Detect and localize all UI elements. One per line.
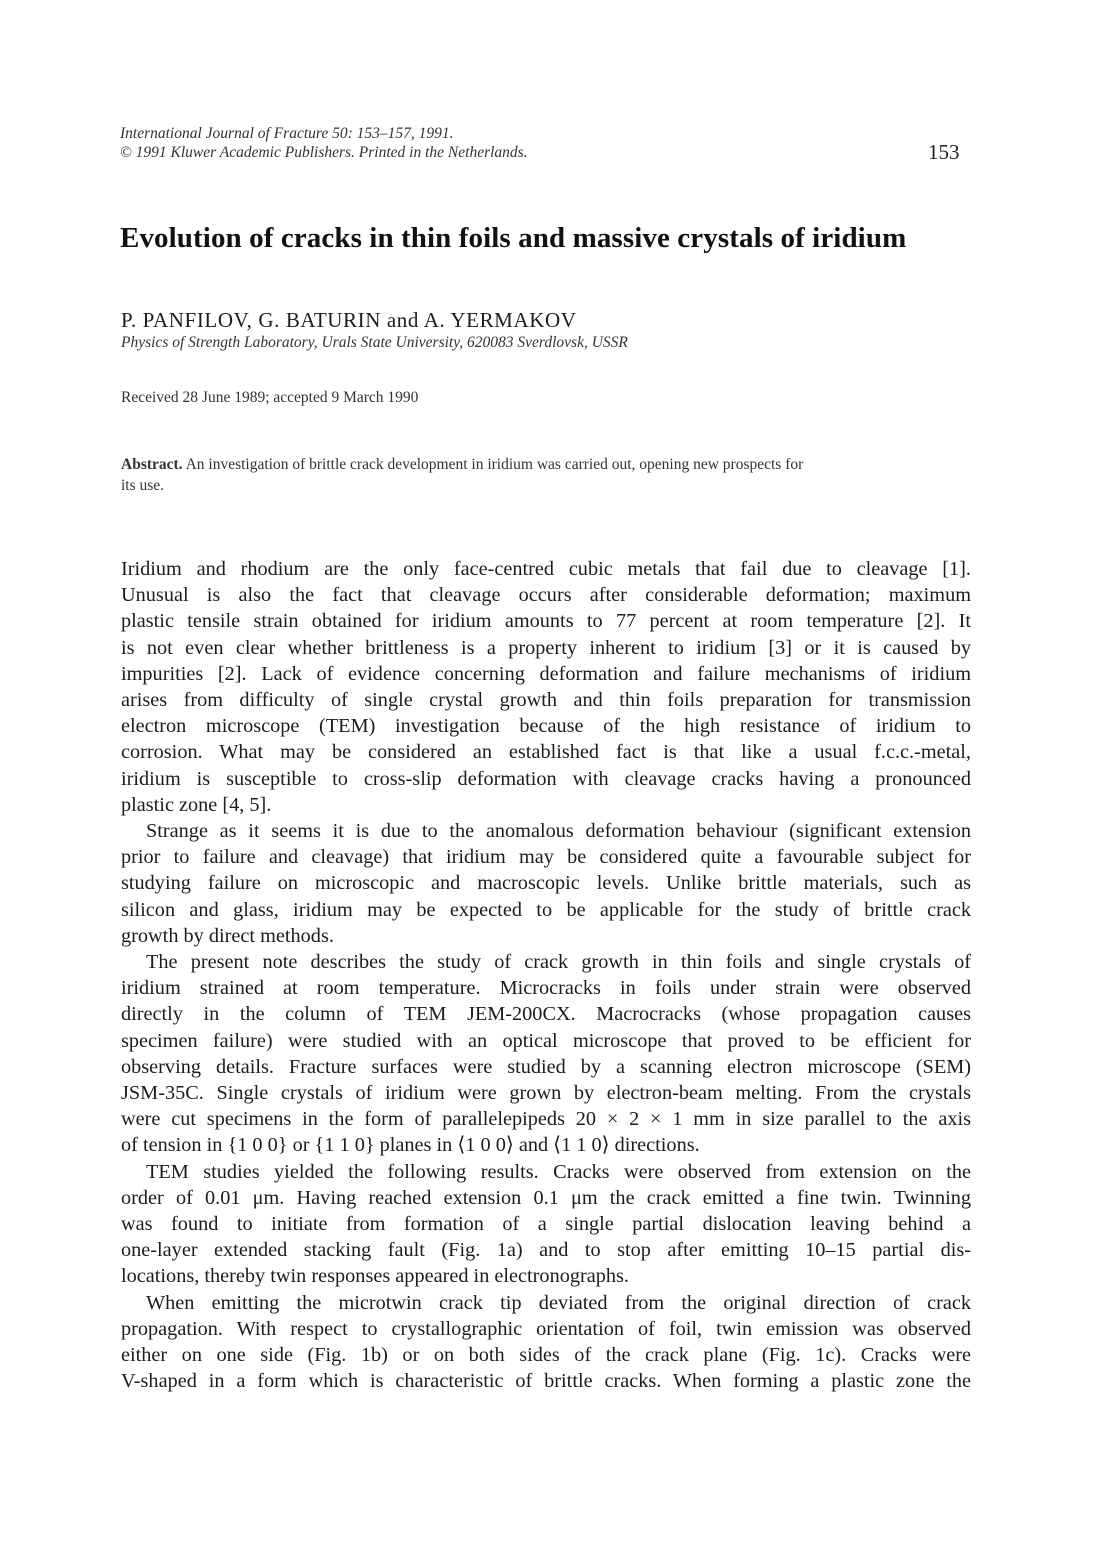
- body-line: order of 0.01 μm. Having reached extension 0.1 μm the crack emitted a fine twin. Twinning: [121, 1186, 971, 1209]
- body-line: The present note describes the study of crack growth in thin foils and single crystals of: [146, 951, 971, 974]
- body-line: iridium is susceptible to cross-slip deformation with cleavage cracks having a pronounced: [121, 767, 971, 790]
- body-line: was found to initiate from formation of a single partial dislocation leaving behind a: [121, 1213, 971, 1236]
- abstract-line-2: its use.: [121, 477, 165, 494]
- received-dates: Received 28 June 1989; accepted 9 March 1990: [121, 389, 419, 406]
- author-list: P. PANFILOV, G. BATURIN and A. YERMAKOV: [121, 308, 577, 332]
- body-line: plastic tensile strain obtained for iridium amounts to 77 percent at room temperature [2]. It: [121, 610, 971, 633]
- body-line: TEM studies yielded the following results. Cracks were observed from extension on the: [146, 1160, 971, 1183]
- abstract: [121, 454, 971, 496]
- body-line: propagation. With respect to crystallographic orientation of foil, twin emission was observed: [121, 1317, 971, 1340]
- body-line: plastic zone [4, 5].: [121, 793, 272, 816]
- body-line: iridium strained at room temperature. Microcracks in foils under strain were observed: [121, 977, 971, 1000]
- body-line: is not even clear whether brittleness is a property inherent to iridium [3] or it is caused by: [121, 636, 971, 659]
- body-line: silicon and glass, iridium may be expected to be applicable for the study of brittle crack: [121, 898, 971, 921]
- body-line: locations, thereby twin responses appeared in electronographs.: [121, 1265, 629, 1288]
- body-line: Unusual is also the fact that cleavage occurs after considerable deformation; maximum: [121, 584, 971, 607]
- body-line: were cut specimens in the form of parallelepipeds 20 × 2 × 1 mm in size parallel to the axis: [121, 1108, 971, 1131]
- body-line: When emitting the microtwin crack tip deviated from the original direction of crack: [146, 1291, 971, 1314]
- body-line: either on one side (Fig. 1b) or on both sides of the crack plane (Fig. 1c). Cracks were: [121, 1344, 971, 1367]
- journal-line-2: © 1991 Kluwer Academic Publishers. Printed in the Netherlands.: [120, 144, 528, 161]
- abstract-text: An investigation of brittle crack development in iridium was carried out, opening new prospects for: [185, 456, 804, 473]
- body-line: impurities [2]. Lack of evidence concerning deformation and failure mechanisms of iridium: [121, 662, 971, 685]
- body-line: one-layer extended stacking fault (Fig. 1a) and to stop after emitting 10–15 partial dis-: [121, 1239, 971, 1262]
- body-line: JSM-35C. Single crystals of iridium were grown by electron-beam melting. From the crystals: [121, 1082, 971, 1105]
- body-line: studying failure on microscopic and macroscopic levels. Unlike brittle materials, such as: [121, 872, 971, 895]
- body-line: directly in the column of TEM JEM-200CX. Macrocracks (whose propagation causes: [121, 1003, 971, 1026]
- body-line: growth by direct methods.: [121, 924, 334, 947]
- journal-line-1: International Journal of Fracture 50: 153–157, 1991.: [120, 125, 454, 142]
- author-affiliation: Physics of Strength Laboratory, Urals State University, 620083 Sverdlovsk, USSR: [121, 334, 628, 351]
- body-line: V-shaped in a form which is characteristic of brittle cracks. When forming a plastic zone the: [121, 1370, 971, 1393]
- body-line: Strange as it seems it is due to the anomalous deformation behaviour (significant extension: [146, 820, 971, 843]
- journal-citation: [120, 124, 760, 162]
- body-line: corrosion. What may be considered an established fact is that like a usual f.c.c.-metal,: [121, 741, 971, 764]
- page-number: 153: [928, 140, 960, 164]
- abstract-label: Abstract.: [121, 456, 183, 473]
- body-text: [121, 556, 971, 1395]
- body-line: of tension in {1 0 0} or {1 1 0} planes in ⟨1 0 0⟩ and ⟨1 1 0⟩ directions.: [121, 1134, 700, 1157]
- body-line: arises from difficulty of single crystal growth and thin foils preparation for transmission: [121, 689, 971, 712]
- body-line: prior to failure and cleavage) that iridium may be considered quite a favourable subject for: [121, 846, 971, 869]
- article-title: Evolution of cracks in thin foils and massive crystals of iridium: [120, 222, 907, 254]
- body-line: electron microscope (TEM) investigation because of the high resistance of iridium to: [121, 715, 971, 738]
- body-line: Iridium and rhodium are the only face-centred cubic metals that fail due to cleavage [1].: [121, 558, 971, 580]
- body-line: observing details. Fracture surfaces were studied by a scanning electron microscope (SEM): [121, 1055, 971, 1078]
- abstract-line-1: [121, 454, 971, 475]
- body-line: specimen failure) were studied with an optical microscope that proved to be efficient for: [121, 1029, 971, 1052]
